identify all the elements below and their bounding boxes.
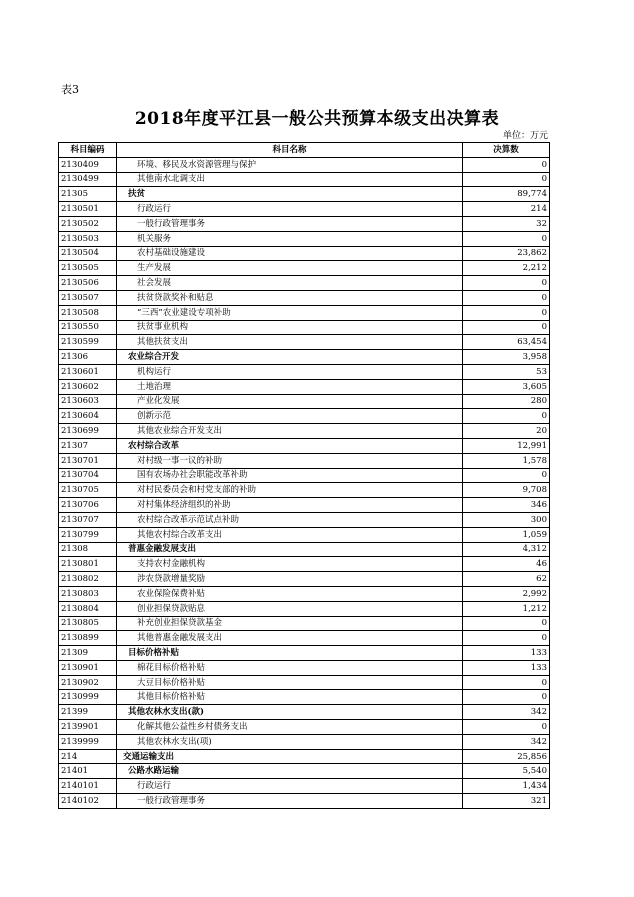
amount-cell: 0: [463, 675, 550, 690]
name-cell: 棉花目标价格补贴: [117, 660, 463, 675]
name-cell: 普惠金融发展支出: [117, 542, 463, 557]
name-cell: 农业综合开发: [117, 350, 463, 365]
amount-cell: 0: [463, 172, 550, 187]
table-row: [59, 438, 550, 453]
table-row: [59, 779, 550, 794]
table-row: [59, 527, 550, 542]
name-cell: 土地治理: [117, 379, 463, 394]
table-row: [59, 409, 550, 424]
amount-cell: 63,454: [463, 335, 550, 350]
table-row: [59, 705, 550, 720]
code-cell: 2130505: [59, 261, 117, 276]
code-cell: 21309: [59, 646, 117, 661]
name-cell: 一般行政管理事务: [117, 794, 463, 809]
header-name: 科目名称: [117, 143, 463, 158]
amount-cell: 280: [463, 394, 550, 409]
code-cell: 2139901: [59, 720, 117, 735]
table-row: [59, 320, 550, 335]
amount-cell: 0: [463, 720, 550, 735]
name-cell: 公路水路运输: [117, 764, 463, 779]
code-cell: 21306: [59, 350, 117, 365]
code-cell: 2130604: [59, 409, 117, 424]
amount-cell: 62: [463, 572, 550, 587]
code-cell: 2130602: [59, 379, 117, 394]
table-row: [59, 646, 550, 661]
code-cell: 2130507: [59, 290, 117, 305]
name-cell: 行政运行: [117, 779, 463, 794]
table-row: [59, 246, 550, 261]
table-row: [59, 305, 550, 320]
code-cell: 2140102: [59, 794, 117, 809]
name-cell: 农村综合改革: [117, 438, 463, 453]
name-cell: 农业保险保费补贴: [117, 586, 463, 601]
name-cell: 化解其他公益性乡村债务支出: [117, 720, 463, 735]
table-row: [59, 794, 550, 809]
unit-label: 单位：万元: [502, 131, 548, 141]
amount-cell: 0: [463, 290, 550, 305]
name-cell: 交通运输支出: [117, 749, 463, 764]
code-cell: 2130901: [59, 660, 117, 675]
code-cell: 2130999: [59, 690, 117, 705]
name-cell: 目标价格补贴: [117, 646, 463, 661]
name-cell: 对村集体经济组织的补助: [117, 498, 463, 513]
code-cell: 2130899: [59, 631, 117, 646]
header-code: 科目编码: [59, 143, 117, 158]
amount-cell: 214: [463, 202, 550, 217]
name-cell: 扶贫: [117, 187, 463, 202]
code-cell: 2130902: [59, 675, 117, 690]
name-cell: 行政运行: [117, 202, 463, 217]
table-row: [59, 586, 550, 601]
code-cell: 2130805: [59, 616, 117, 631]
name-cell: “三西”农业建设专项补助: [117, 305, 463, 320]
amount-cell: 2,212: [463, 261, 550, 276]
table-row: [59, 601, 550, 616]
amount-cell: 342: [463, 705, 550, 720]
code-cell: 2139999: [59, 734, 117, 749]
amount-cell: 342: [463, 734, 550, 749]
table-row: [59, 231, 550, 246]
table-row: [59, 572, 550, 587]
amount-cell: 0: [463, 616, 550, 631]
code-cell: 21307: [59, 438, 117, 453]
name-cell: 其他目标价格补贴: [117, 690, 463, 705]
amount-cell: 46: [463, 557, 550, 572]
code-cell: 2130499: [59, 172, 117, 187]
table-row: [59, 720, 550, 735]
code-cell: 2140101: [59, 779, 117, 794]
name-cell: 创业担保贷款贴息: [117, 601, 463, 616]
amount-cell: 5,540: [463, 764, 550, 779]
amount-cell: 321: [463, 794, 550, 809]
table-row: [59, 483, 550, 498]
amount-cell: 25,856: [463, 749, 550, 764]
code-cell: 214: [59, 749, 117, 764]
code-cell: 21401: [59, 764, 117, 779]
amount-cell: 3,605: [463, 379, 550, 394]
table-row: [59, 187, 550, 202]
name-cell: 农村综合改革示范试点补助: [117, 512, 463, 527]
code-cell: 2130704: [59, 468, 117, 483]
name-cell: 其他农林水支出(款): [117, 705, 463, 720]
name-cell: 一般行政管理事务: [117, 216, 463, 231]
amount-cell: 20: [463, 424, 550, 439]
code-cell: 2130803: [59, 586, 117, 601]
name-cell: 其他农村综合改革支出: [117, 527, 463, 542]
code-cell: 2130504: [59, 246, 117, 261]
name-cell: 机关服务: [117, 231, 463, 246]
amount-cell: 0: [463, 305, 550, 320]
code-cell: 21305: [59, 187, 117, 202]
name-cell: 机构运行: [117, 364, 463, 379]
table-row: [59, 512, 550, 527]
amount-cell: 4,312: [463, 542, 550, 557]
amount-cell: 346: [463, 498, 550, 513]
amount-cell: 3,958: [463, 350, 550, 365]
table-row: [59, 542, 550, 557]
amount-cell: 2,992: [463, 586, 550, 601]
page-title: 2018年度平江县一般公共预算本级支出决算表: [134, 109, 500, 129]
budget-table: [58, 142, 550, 809]
code-cell: 2130804: [59, 601, 117, 616]
name-cell: 涉农贷款增量奖励: [117, 572, 463, 587]
table-row: [59, 675, 550, 690]
name-cell: 其他扶贫支出: [117, 335, 463, 350]
code-cell: 2130705: [59, 483, 117, 498]
table-row: [59, 394, 550, 409]
name-cell: 支持农村金融机构: [117, 557, 463, 572]
amount-cell: 0: [463, 276, 550, 291]
amount-cell: 0: [463, 468, 550, 483]
code-cell: 2130801: [59, 557, 117, 572]
name-cell: 农村基础设施建设: [117, 246, 463, 261]
code-cell: 2130409: [59, 157, 117, 172]
table-header-row: [59, 143, 550, 158]
code-cell: 2130707: [59, 512, 117, 527]
code-cell: 2130701: [59, 453, 117, 468]
code-cell: 2130706: [59, 498, 117, 513]
code-cell: 2130508: [59, 305, 117, 320]
header-amount: 决算数: [463, 143, 550, 158]
name-cell: 其他农林水支出(项): [117, 734, 463, 749]
name-cell: 对村民委员会和村党支部的补助: [117, 483, 463, 498]
table-row: [59, 453, 550, 468]
amount-cell: 0: [463, 690, 550, 705]
name-cell: 对村级一事一议的补助: [117, 453, 463, 468]
amount-cell: 133: [463, 660, 550, 675]
table-row: [59, 157, 550, 172]
name-cell: 其他农业综合开发支出: [117, 424, 463, 439]
table-row: [59, 468, 550, 483]
amount-cell: 0: [463, 231, 550, 246]
code-cell: 21399: [59, 705, 117, 720]
amount-cell: 300: [463, 512, 550, 527]
amount-cell: 12,991: [463, 438, 550, 453]
name-cell: 其他普惠金融发展支出: [117, 631, 463, 646]
amount-cell: 133: [463, 646, 550, 661]
table-row: [59, 350, 550, 365]
amount-cell: 53: [463, 364, 550, 379]
table-body: [59, 157, 550, 808]
amount-cell: 89,774: [463, 187, 550, 202]
code-cell: 2130802: [59, 572, 117, 587]
code-cell: 2130799: [59, 527, 117, 542]
code-cell: 2130599: [59, 335, 117, 350]
code-cell: 2130502: [59, 216, 117, 231]
amount-cell: 0: [463, 409, 550, 424]
table-row: [59, 631, 550, 646]
amount-cell: 32: [463, 216, 550, 231]
name-cell: 国有农场办社会职能改革补助: [117, 468, 463, 483]
table-row: [59, 498, 550, 513]
table-row: [59, 660, 550, 675]
name-cell: 补充创业担保贷款基金: [117, 616, 463, 631]
code-cell: 2130550: [59, 320, 117, 335]
code-cell: 2130699: [59, 424, 117, 439]
table-row: [59, 172, 550, 187]
name-cell: 大豆目标价格补贴: [117, 675, 463, 690]
table-row: [59, 616, 550, 631]
name-cell: 扶贫事业机构: [117, 320, 463, 335]
code-cell: 2130603: [59, 394, 117, 409]
name-cell: 扶贫贷款奖补和贴息: [117, 290, 463, 305]
amount-cell: 0: [463, 320, 550, 335]
table-row: [59, 202, 550, 217]
table-number-label: 表3: [61, 83, 79, 96]
code-cell: 2130501: [59, 202, 117, 217]
amount-cell: 9,708: [463, 483, 550, 498]
table-row: [59, 261, 550, 276]
table-row: [59, 364, 550, 379]
table-row: [59, 690, 550, 705]
code-cell: 21308: [59, 542, 117, 557]
table-row: [59, 216, 550, 231]
name-cell: 产业化发展: [117, 394, 463, 409]
table-row: [59, 764, 550, 779]
code-cell: 2130503: [59, 231, 117, 246]
name-cell: 创新示范: [117, 409, 463, 424]
amount-cell: 1,059: [463, 527, 550, 542]
table-row: [59, 276, 550, 291]
amount-cell: 1,434: [463, 779, 550, 794]
table-row: [59, 734, 550, 749]
amount-cell: 1,212: [463, 601, 550, 616]
code-cell: 2130601: [59, 364, 117, 379]
table-row: [59, 749, 550, 764]
table-row: [59, 290, 550, 305]
code-cell: 2130506: [59, 276, 117, 291]
name-cell: 环境、移民及水资源管理与保护: [117, 157, 463, 172]
table-row: [59, 424, 550, 439]
amount-cell: 0: [463, 631, 550, 646]
amount-cell: 1,578: [463, 453, 550, 468]
table-row: [59, 557, 550, 572]
name-cell: 社会发展: [117, 276, 463, 291]
table-row: [59, 335, 550, 350]
amount-cell: 0: [463, 157, 550, 172]
amount-cell: 23,862: [463, 246, 550, 261]
table-row: [59, 379, 550, 394]
name-cell: 生产发展: [117, 261, 463, 276]
name-cell: 其他南水北调支出: [117, 172, 463, 187]
